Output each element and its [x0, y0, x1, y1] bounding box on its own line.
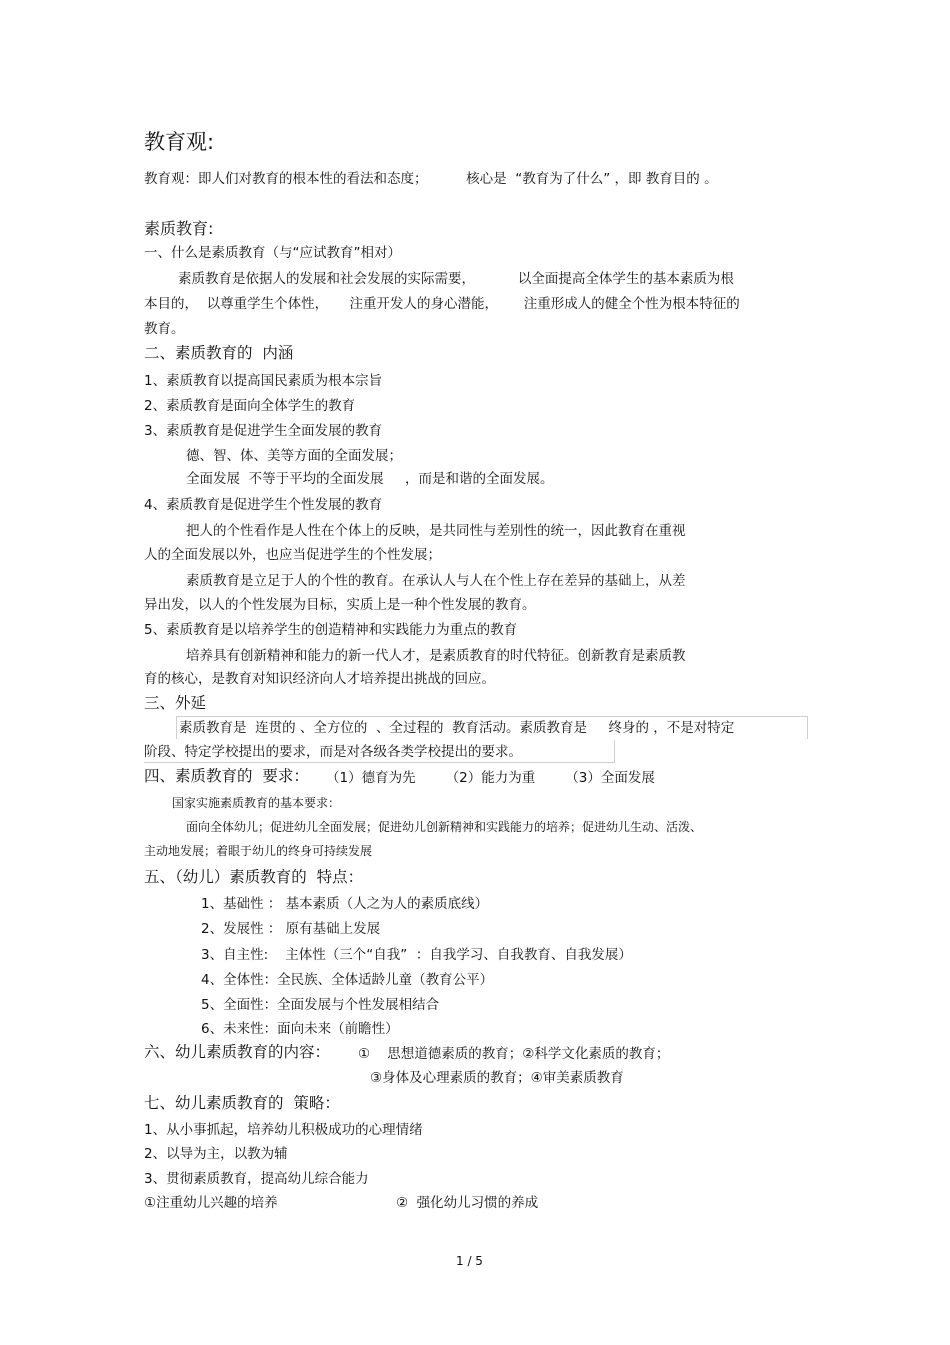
feature-item: 4、全体性：全民族、全体适龄儿童（教育公平）	[201, 972, 494, 988]
list-detail: 育的核心，是教育对知识经济向人才培养提出挑战的回应。	[144, 671, 495, 687]
paragraph-line: 本目的， 以尊重学生个体性， 注重开发人的身心潜能， 注重形成人的健全个性为根本特征的	[144, 296, 740, 312]
feature-item: 1、基础性 ： 基本素质（人之为人的素质底线）	[201, 896, 489, 912]
feature-item: 5、全面性：全面发展与个性发展相结合	[201, 997, 440, 1013]
strategy-detail: ①注重幼儿兴趣的培养	[144, 1195, 278, 1211]
subsection-heading: 二、素质教育的 内涵	[144, 344, 294, 362]
list-item: 1、素质教育以提高国民素质为根本宗旨	[144, 373, 383, 389]
note-line: 主动地发展；着眼于幼儿的终身可持续发展	[144, 844, 373, 858]
strategy-item: 3、贯彻素质教育，提高幼儿综合能力	[144, 1171, 369, 1187]
page-number: 1 / 5	[456, 1254, 483, 1268]
feature-item: 6、未来性：面向未来（前瞻性）	[201, 1021, 399, 1037]
list-detail: 异出发，以人的个性发展为目标，实质上是一种个性发展的教育。	[144, 597, 536, 613]
paragraph-line: 素质教育是 连贯的 、全方位的 、全过程的 教育活动。素质教育是 终身的 ，不是对特定	[179, 720, 735, 736]
strategy-item: 1、从小事抓起，培养幼儿积极成功的心理情绪	[144, 1122, 423, 1138]
list-detail: 培养具有创新精神和能力的新一代人才，是素质教育的时代特征。创新教育是素质教	[186, 648, 686, 664]
subsection-heading: 一、什么是素质教育（与“应试教育”相对）	[144, 245, 401, 261]
feature-item: 2、发展性 ： 原有基础上发展	[201, 921, 381, 937]
page-title: 教育观:	[144, 130, 215, 154]
content-list: ① 思想道德素质的教育；②科学文化素质的教育；	[358, 1046, 670, 1062]
subsection-heading: 六、幼儿素质教育的内容：	[144, 1043, 331, 1061]
paragraph-line: 教育。	[144, 321, 185, 337]
list-detail: 人的全面发展以外，也应当促进学生的个性发展；	[144, 547, 441, 563]
list-detail: 全面发展 不等于平均的全面发展 ，而是和谐的全面发展。	[186, 471, 554, 487]
requirement-list: （1）德育为先 （2）能力为重 （3）全面发展	[326, 770, 655, 786]
subsection-heading: 七、幼儿素质教育的 策略：	[144, 1094, 340, 1112]
paragraph-line: 阶段、特定学校提出的要求，而是对各级各类学校提出的要求。	[144, 744, 522, 760]
strategy-item: 2、以导为主，以教为辅	[144, 1146, 288, 1162]
list-detail: 德、智、体、美等方面的全面发展；	[186, 448, 402, 464]
list-item: 2、素质教育是面向全体学生的教育	[144, 398, 356, 414]
definition-line: 教育观：即人们对教育的根本性的看法和态度； 核心是 “教育为了什么” ，即 教育目的 。	[144, 171, 718, 187]
content-list: ③身体及心理素质的教育；④审美素质教育	[370, 1070, 624, 1086]
subsection-heading: 四、素质教育的 要求：	[144, 767, 309, 785]
list-item: 3、素质教育是促进学生全面发展的教育	[144, 423, 383, 439]
subsection-heading: 五、（幼儿）素质教育的 特点：	[144, 868, 364, 886]
feature-item: 3、自主性: 主体性（三个“自我” ：自我学习、自我教育、自我发展）	[201, 947, 632, 963]
strategy-detail: ② 强化幼儿习惯的养成	[396, 1195, 539, 1211]
paragraph-line: 素质教育是依据人的发展和社会发展的实际需要， 以全面提高全体学生的基本素质为根	[178, 271, 734, 287]
subsection-heading: 三、外延	[144, 694, 207, 712]
note-line: 国家实施素质教育的基本要求：	[172, 796, 341, 810]
note-line: 面向全体幼儿；促进幼儿全面发展；促进幼儿创新精神和实践能力的培养；促进幼儿生动、活泼、	[186, 820, 703, 834]
list-detail: 把人的个性看作是人性在个体上的反映，是共同性与差别性的统一，因此教育在重视	[186, 523, 686, 539]
list-item: 4、素质教育是促进学生个性发展的教育	[144, 497, 383, 513]
list-item: 5、素质教育是以培养学生的创造精神和实践能力为重点的教育	[144, 622, 518, 638]
list-detail: 素质教育是立足于人的个性的教育。在承认人与人在个性上存在差异的基础上，从差	[186, 573, 686, 589]
section-heading: 素质教育:	[144, 219, 214, 238]
